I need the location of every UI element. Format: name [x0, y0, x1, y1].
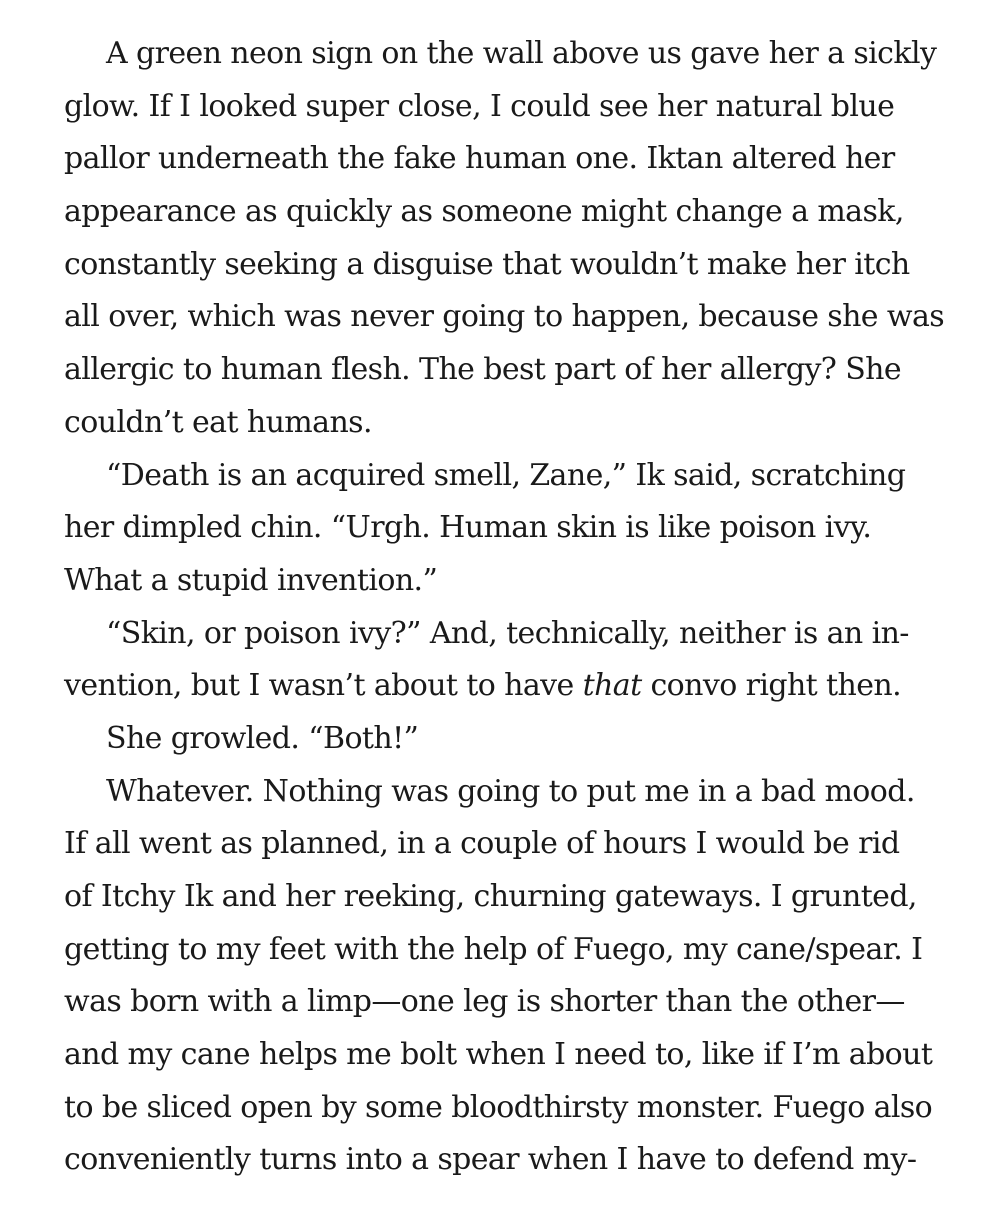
text-line: all over, which was never going to happen, because she was — [64, 299, 945, 335]
text-line: “Skin, or poison ivy?” And, technically, neither is an in- — [106, 615, 909, 651]
text-line: If all went as planned, in a couple of hours I would be rid — [64, 826, 900, 862]
text-line: appearance as quickly as someone might change a mask, — [64, 194, 904, 230]
text-line: pallor underneath the fake human one. Iktan altered her — [64, 141, 895, 177]
text-line: Whatever. Nothing was going to put me in a bad mood. — [106, 773, 915, 809]
text-line — [64, 660, 964, 713]
text-segment: convo right then. — [641, 668, 902, 704]
text-line: and my cane helps me bolt when I need to, like if I’m about — [64, 1037, 933, 1073]
text-line: She growled. “Both!” — [106, 720, 419, 756]
text-line: to be sliced open by some bloodthirsty monster. Fuego also — [64, 1089, 933, 1125]
text-line: allergic to human flesh. The best part of her allergy? She — [64, 352, 902, 388]
text-line: conveniently turns into a spear when I have to defend my- — [64, 1142, 917, 1178]
body-text — [64, 28, 964, 1187]
text-line: glow. If I looked super close, I could see her natural blue — [64, 88, 895, 124]
text-line: What a stupid invention.” — [64, 562, 438, 598]
text-line: her dimpled chin. “Urgh. Human skin is like poison ivy. — [64, 510, 872, 546]
text-line: A green neon sign on the wall above us gave her a sickly — [106, 36, 937, 71]
text-line: of Itchy Ik and her reeking, churning gateways. I grunted, — [64, 879, 917, 914]
text-line: couldn’t eat humans. — [64, 404, 372, 440]
text-line: getting to my feet with the help of Fuego, my cane/spear. I — [64, 931, 923, 967]
text-segment: vention, but I wasn’t about to have — [64, 668, 583, 704]
text-line: was born with a limp—one leg is shorter than the other— — [64, 984, 905, 1020]
text-line: “Death is an acquired smell, Zane,” Ik said, scratching — [106, 457, 906, 493]
italic-word: that — [582, 668, 642, 704]
text-line: constantly seeking a disguise that wouldn’t make her itch — [64, 246, 910, 282]
